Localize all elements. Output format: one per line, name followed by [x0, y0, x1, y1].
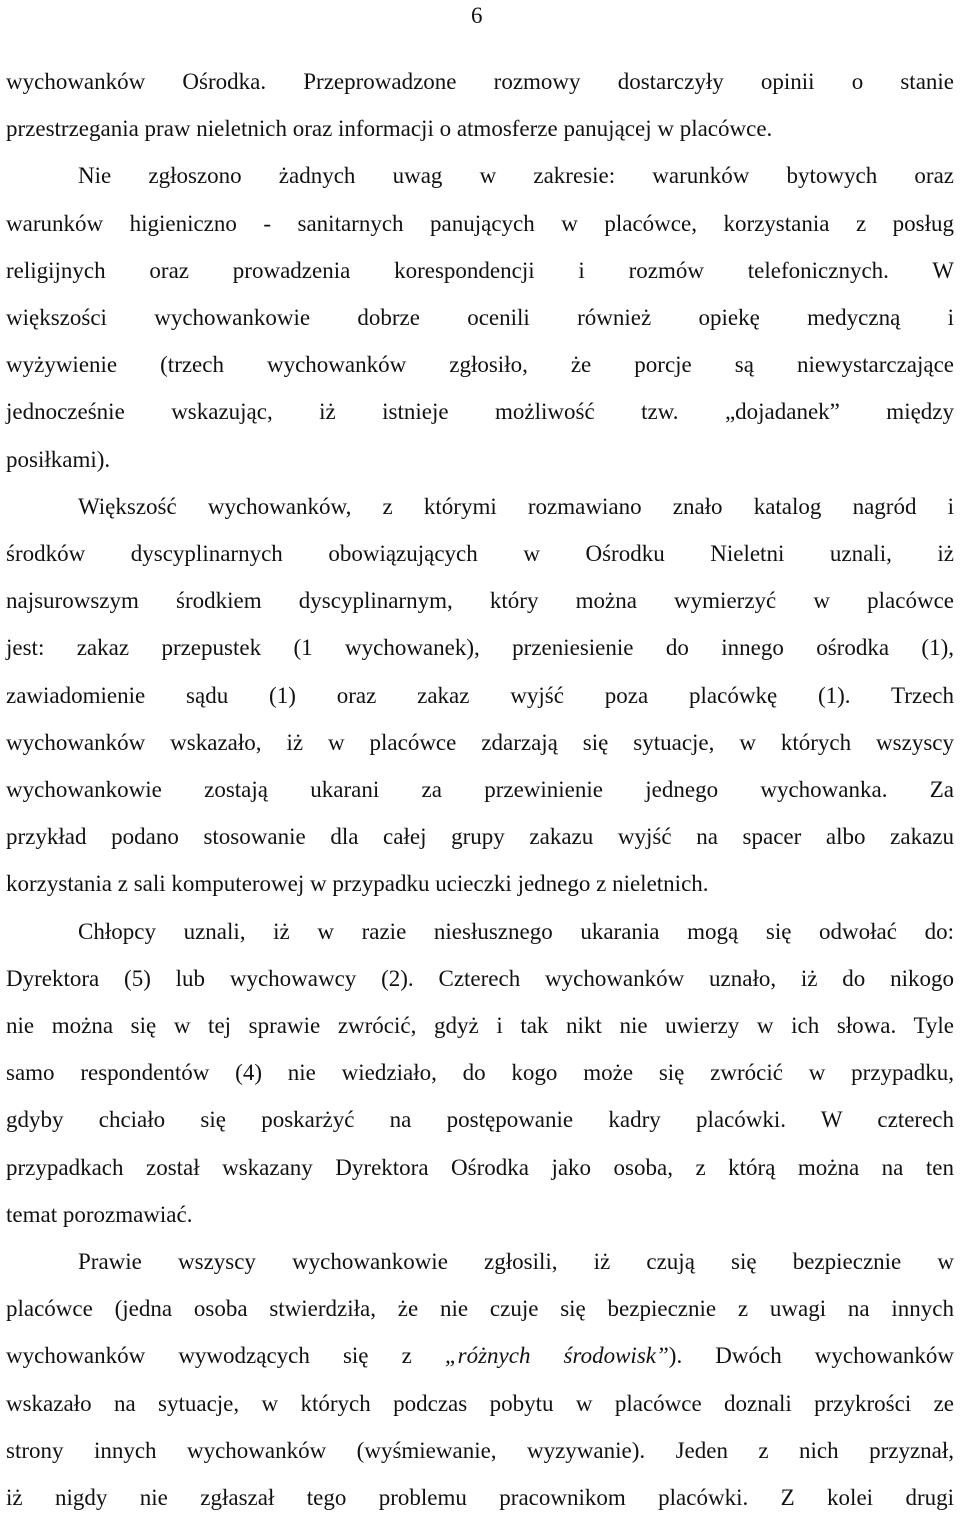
paragraph-4-line-6: przypadkach został wskazany Dyrektora Ośrodka jako osoba, z którą można na ten — [6, 1154, 954, 1180]
document-body — [6, 58, 954, 1521]
paragraph-1-line-2: przestrzegania praw nieletnich oraz informacji o atmosferze panującej w placówce. — [6, 116, 773, 142]
paragraph-5-line-6: iż nigdy nie zgłaszał tego problemu pracownikom placówki. Z kolei drugi — [6, 1485, 954, 1511]
paragraph-4-line-4: samo respondentów (4) nie wiedziało, do kogo może się zwrócić w przypadku, — [6, 1060, 954, 1086]
paragraph-3-line-5: zawiadomienie sądu (1) oraz zakaz wyjść poza placówkę (1). Trzech — [6, 682, 954, 708]
paragraph-5-line-1: Prawie wszyscy wychowankowie zgłosili, iż czują się bezpiecznie w — [78, 1249, 954, 1275]
line-text-after-italic: ). Dwóch wychowanków — [668, 1343, 955, 1369]
paragraph-3-line-1: Większość wychowanków, z którymi rozmawiano znało katalog nagród i — [78, 493, 954, 519]
paragraph-2-line-3: religijnych oraz prowadzenia korespondencji i rozmów telefonicznych. W — [6, 257, 954, 283]
paragraph-4-line-7: temat porozmawiać. — [6, 1201, 193, 1227]
paragraph-4-line-3: nie można się w tej sprawie zwrócić, gdyż i tak nikt nie uwierzy w ich słowa. Tyle — [6, 1013, 954, 1039]
paragraph-5-line-3 — [6, 1332, 954, 1379]
paragraph-3-line-3: najsurowszym środkiem dyscyplinarnym, który można wymierzyć w placówce — [6, 588, 954, 614]
paragraph-2-line-7: posiłkami). — [6, 446, 111, 472]
paragraph-2-line-2: warunków higieniczno - sanitarnych panujących w placówce, korzystania z posług — [6, 210, 954, 236]
paragraph-4-line-2: Dyrektora (5) lub wychowawcy (2). Czterech wychowanków uznało, iż do nikogo — [6, 965, 954, 991]
paragraph-2-line-1: Nie zgłoszono żadnych uwag w zakresie: warunków bytowych oraz — [78, 163, 954, 189]
paragraph-2-line-6: jednocześnie wskazując, iż istnieje możliwość tzw. „dojadanek” między — [6, 399, 954, 425]
paragraph-3-line-6: wychowanków wskazało, iż w placówce zdarzają się sytuacje, w których wszyscy — [6, 729, 954, 755]
paragraph-2-line-5: wyżywienie (trzech wychowanków zgłosiło, że porcje są niewystarczające — [6, 352, 954, 378]
line-text-before-italic: wychowanków wywodzących się z — [6, 1343, 445, 1369]
paragraph-3-line-2: środków dyscyplinarnych obowiązujących w Ośrodku Nieletni uznali, iż — [6, 541, 954, 567]
paragraph-4-line-1: Chłopcy uznali, iż w razie niesłusznego ukarania mogą się odwołać do: — [78, 918, 954, 944]
paragraph-5-line-4: wskazało na sytuacje, w których podczas pobytu w placówce doznali przykrości ze — [6, 1390, 954, 1416]
page-number: 6 — [471, 3, 483, 28]
paragraph-4-line-5: gdyby chciało się poskarżyć na postępowanie kadry placówki. W czterech — [6, 1107, 954, 1133]
paragraph-3-line-9: korzystania z sali komputerowej w przypadku ucieczki jednego z nieletnich. — [6, 871, 709, 897]
paragraph-3-line-4: jest: zakaz przepustek (1 wychowanek), przeniesienie do innego ośrodka (1), — [6, 635, 954, 661]
paragraph-2-line-4: większości wychowankowie dobrze ocenili również opiekę medyczną i — [6, 305, 954, 331]
italic-quote: „różnych środowisk” — [444, 1343, 669, 1369]
paragraph-5-line-2: placówce (jedna osoba stwierdziła, że nie czuje się bezpiecznie z uwagi na innych — [6, 1296, 954, 1322]
paragraph-3-line-8: przykład podano stosowanie dla całej grupy zakazu wyjść na spacer albo zakazu — [6, 824, 954, 850]
paragraph-1-line-1: wychowanków Ośrodka. Przeprowadzone rozmowy dostarczyły opinii o stanie — [6, 69, 954, 94]
paragraph-3-line-7: wychowankowie zostają ukarani za przewinienie jednego wychowanka. Za — [6, 777, 954, 803]
paragraph-5-line-5: strony innych wychowanków (wyśmiewanie, wyzywanie). Jeden z nich przyznał, — [6, 1437, 954, 1463]
